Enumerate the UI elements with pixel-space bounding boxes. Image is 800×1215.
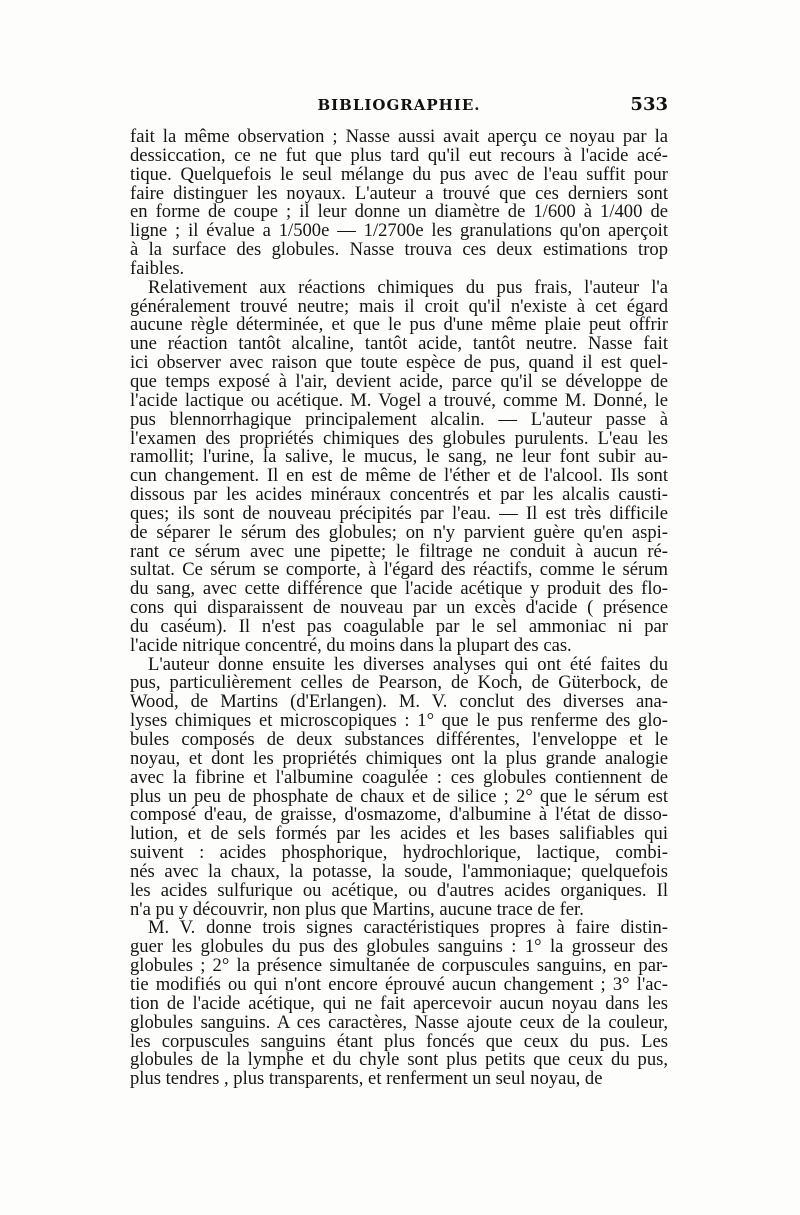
text-line: une réaction tantôt alcaline, tantôt acide, tantôt neutre. Nasse fait: [130, 333, 668, 355]
text-line: tique. Quelquefois le seul mélange du pus avec de l'eau suffit pour: [130, 163, 668, 185]
text-line: noyau, et dont les propriétés chimiques ont la plus grande analogie: [130, 747, 668, 769]
text-line: faibles.: [130, 257, 185, 279]
text-line: globules ; 2° la présence simultanée de corpuscules sanguins, en par-: [130, 955, 668, 977]
text-line: les corpuscules sanguins étant plus foncés que ceux du pus. Les: [130, 1030, 668, 1052]
text-line: globules de la lymphe et du chyle sont plus petits que ceux du pus,: [130, 1049, 668, 1071]
text-line: pus, particulièrement celles de Pearson, de Koch, de Güterbock, de: [130, 672, 668, 694]
text-line: dessiccation, ce ne fut que plus tard qu'il eut recours à l'acide acé-: [130, 144, 668, 166]
text-line: généralement trouvé neutre; mais il croit qu'il n'existe à cet égard: [130, 295, 668, 317]
text-line: lution, et de sels formés par les acides et les bases salifiables qui: [130, 823, 668, 845]
text-line: guer les globules du pus des globules sanguins : 1° la grosseur des: [130, 936, 668, 958]
text-line: pus blennorrhagique principalement alcalin. — L'auteur passe à: [130, 408, 668, 430]
text-line: en forme de coupe ; il leur donne un diamètre de 1/600 à 1/400 de: [130, 201, 668, 223]
text-line: du caséum). Il n'est pas coagulable par le sel ammoniac ni par: [130, 615, 668, 637]
text-line: du sang, avec cette différence que l'acide acétique y produit des flo-: [130, 578, 668, 600]
text-line: de séparer le sérum des globules; on n'y parvient guère qu'en aspi-: [130, 521, 668, 543]
paragraph: [130, 128, 668, 279]
text-line: ramollit; l'urine, la salive, le mucus, le sang, ne leur font subir au-: [130, 446, 668, 468]
text-line: suivent : acides phosphorique, hydrochlorique, lactique, combi-: [130, 842, 668, 864]
text-line: rant ce sérum avec une pipette; le filtrage ne conduit à aucun ré-: [130, 540, 668, 562]
text-line: ligne ; il évalue a 1/500e — 1/2700e les granulations qu'on aperçoit: [130, 220, 668, 242]
text-line: lyses chimiques et microscopiques : 1° que le pus renferme des glo-: [130, 710, 668, 732]
text-line: n'a pu y découvrir, non plus que Martins, aucune trace de fer.: [130, 898, 584, 920]
running-title: BIBLIOGRAPHIE.: [317, 96, 481, 114]
text-line: plus tendres , plus transparents, et renferment un seul noyau, de: [130, 1068, 603, 1090]
text-line: tie modifiés ou qui n'ont encore éprouvé aucun changement ; 3° l'ac-: [130, 973, 668, 995]
text-line: aucune règle déterminée, et que le pus d'une même plaie peut offrir: [130, 314, 668, 336]
text-line: les acides sulfurique ou acétique, ou d'autres acides organiques. Il: [130, 879, 668, 901]
text-line: l'examen des propriétés chimiques des globules purulents. L'eau les: [130, 427, 668, 449]
text-line: à la surface des globules. Nasse trouva ces deux estimations trop: [130, 239, 668, 261]
text-line: cun changement. Il en est de même de l'éther et de l'alcool. Ils sont: [130, 465, 668, 487]
text-line: sultat. Ce sérum se comporte, à l'égard des réactifs, comme le sérum: [130, 559, 668, 581]
text-line: bules composés de deux substances différentes, l'enveloppe et le: [130, 729, 668, 750]
text-line: l'acide nitrique concentré, du moins dans la plupart des cas.: [130, 634, 572, 656]
text-line: plus un peu de phosphate de chaux et de silice ; 2° que le sérum est: [130, 785, 668, 807]
text-line: dissous par les acides minéraux concentrés et par les alcalis causti-: [130, 484, 668, 506]
text-line: nés avec la chaux, la potasse, la soude, l'ammoniaque; quelquefois: [130, 860, 668, 882]
text-line: globules sanguins. A ces caractères, Nasse ajoute ceux de la couleur,: [130, 1011, 668, 1033]
text-line: que temps exposé à l'air, devient acide, parce qu'il se développe de: [130, 370, 668, 392]
page-number: 533: [630, 94, 668, 115]
text-line: faire distinguer les noyaux. L'auteur a trouvé que ces derniers sont: [130, 182, 668, 204]
text-line: fait la même observation ; Nasse aussi avait aperçu ce noyau par la: [130, 126, 668, 147]
text-line: ici observer avec raison que toute espèce de pus, quand il est quel-: [130, 352, 668, 374]
text-line: L'auteur donne ensuite les diverses analyses qui ont été faites du: [148, 653, 668, 675]
body-text: [130, 128, 668, 1089]
text-line: l'acide lactique ou acétique. M. Vogel a trouvé, comme M. Donné, le: [130, 389, 668, 411]
text-line: Wood, de Martins (d'Erlangen). M. V. conclut des diverses ana-: [130, 691, 668, 713]
paragraph: [130, 276, 668, 656]
text-line: composé d'eau, de graisse, d'osmazome, d'albumine à l'état de disso-: [130, 804, 668, 826]
paragraph: [130, 653, 668, 920]
paragraph: [130, 919, 668, 1089]
text-line: cons qui disparaissent de nouveau par un excès d'acide ( présence: [130, 597, 668, 619]
text-line: Relativement aux réactions chimiques du pus frais, l'auteur l'a: [148, 276, 668, 298]
text-line: tion de l'acide acétique, qui ne fait apercevoir aucun noyau dans les: [130, 992, 668, 1014]
text-line: avec la fibrine et l'albumine coagulée : ces globules contiennent de: [130, 766, 668, 788]
text-line: M. V. donne trois signes caractéristiques propres à faire distin-: [148, 917, 668, 939]
running-header: [130, 96, 668, 120]
text-line: ques; ils sont de nouveau précipités par l'eau. — Il est très difficile: [130, 502, 668, 524]
